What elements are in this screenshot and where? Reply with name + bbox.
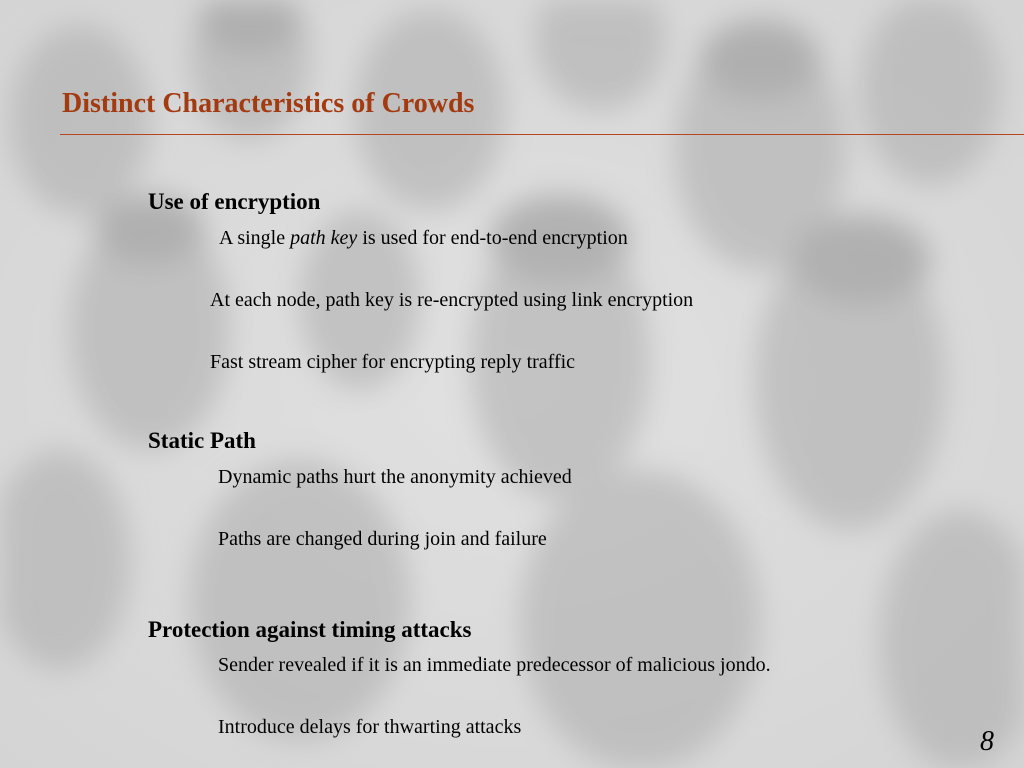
bullet-path-key <box>219 227 628 250</box>
page-number: 8 <box>980 726 994 757</box>
section-heading-encryption: Use of encryption <box>148 189 321 214</box>
bullet-emphasis: path key <box>290 227 358 249</box>
bullet-introduce-delays: Introduce delays for thwarting attacks <box>218 716 522 738</box>
bullet-reencryption: At each node, path key is re-encrypted using link encryption <box>210 289 694 311</box>
bullet-text: is used for end-to-end encryption <box>357 227 628 249</box>
bullet-stream-cipher: Fast stream cipher for encrypting reply traffic <box>210 351 576 373</box>
title-divider <box>60 134 1024 135</box>
section-heading-timing-attacks: Protection against timing attacks <box>148 617 472 642</box>
bullet-paths-changed: Paths are changed during join and failure <box>218 528 547 550</box>
section-heading-static-path: Static Path <box>148 428 256 453</box>
bullet-sender-revealed: Sender revealed if it is an immediate predecessor of malicious jondo. <box>218 654 771 676</box>
bullet-dynamic-paths: Dynamic paths hurt the anonymity achieved <box>218 466 572 488</box>
bullet-text: A single <box>219 227 291 249</box>
slide-title: Distinct Characteristics of Crowds <box>62 88 475 119</box>
